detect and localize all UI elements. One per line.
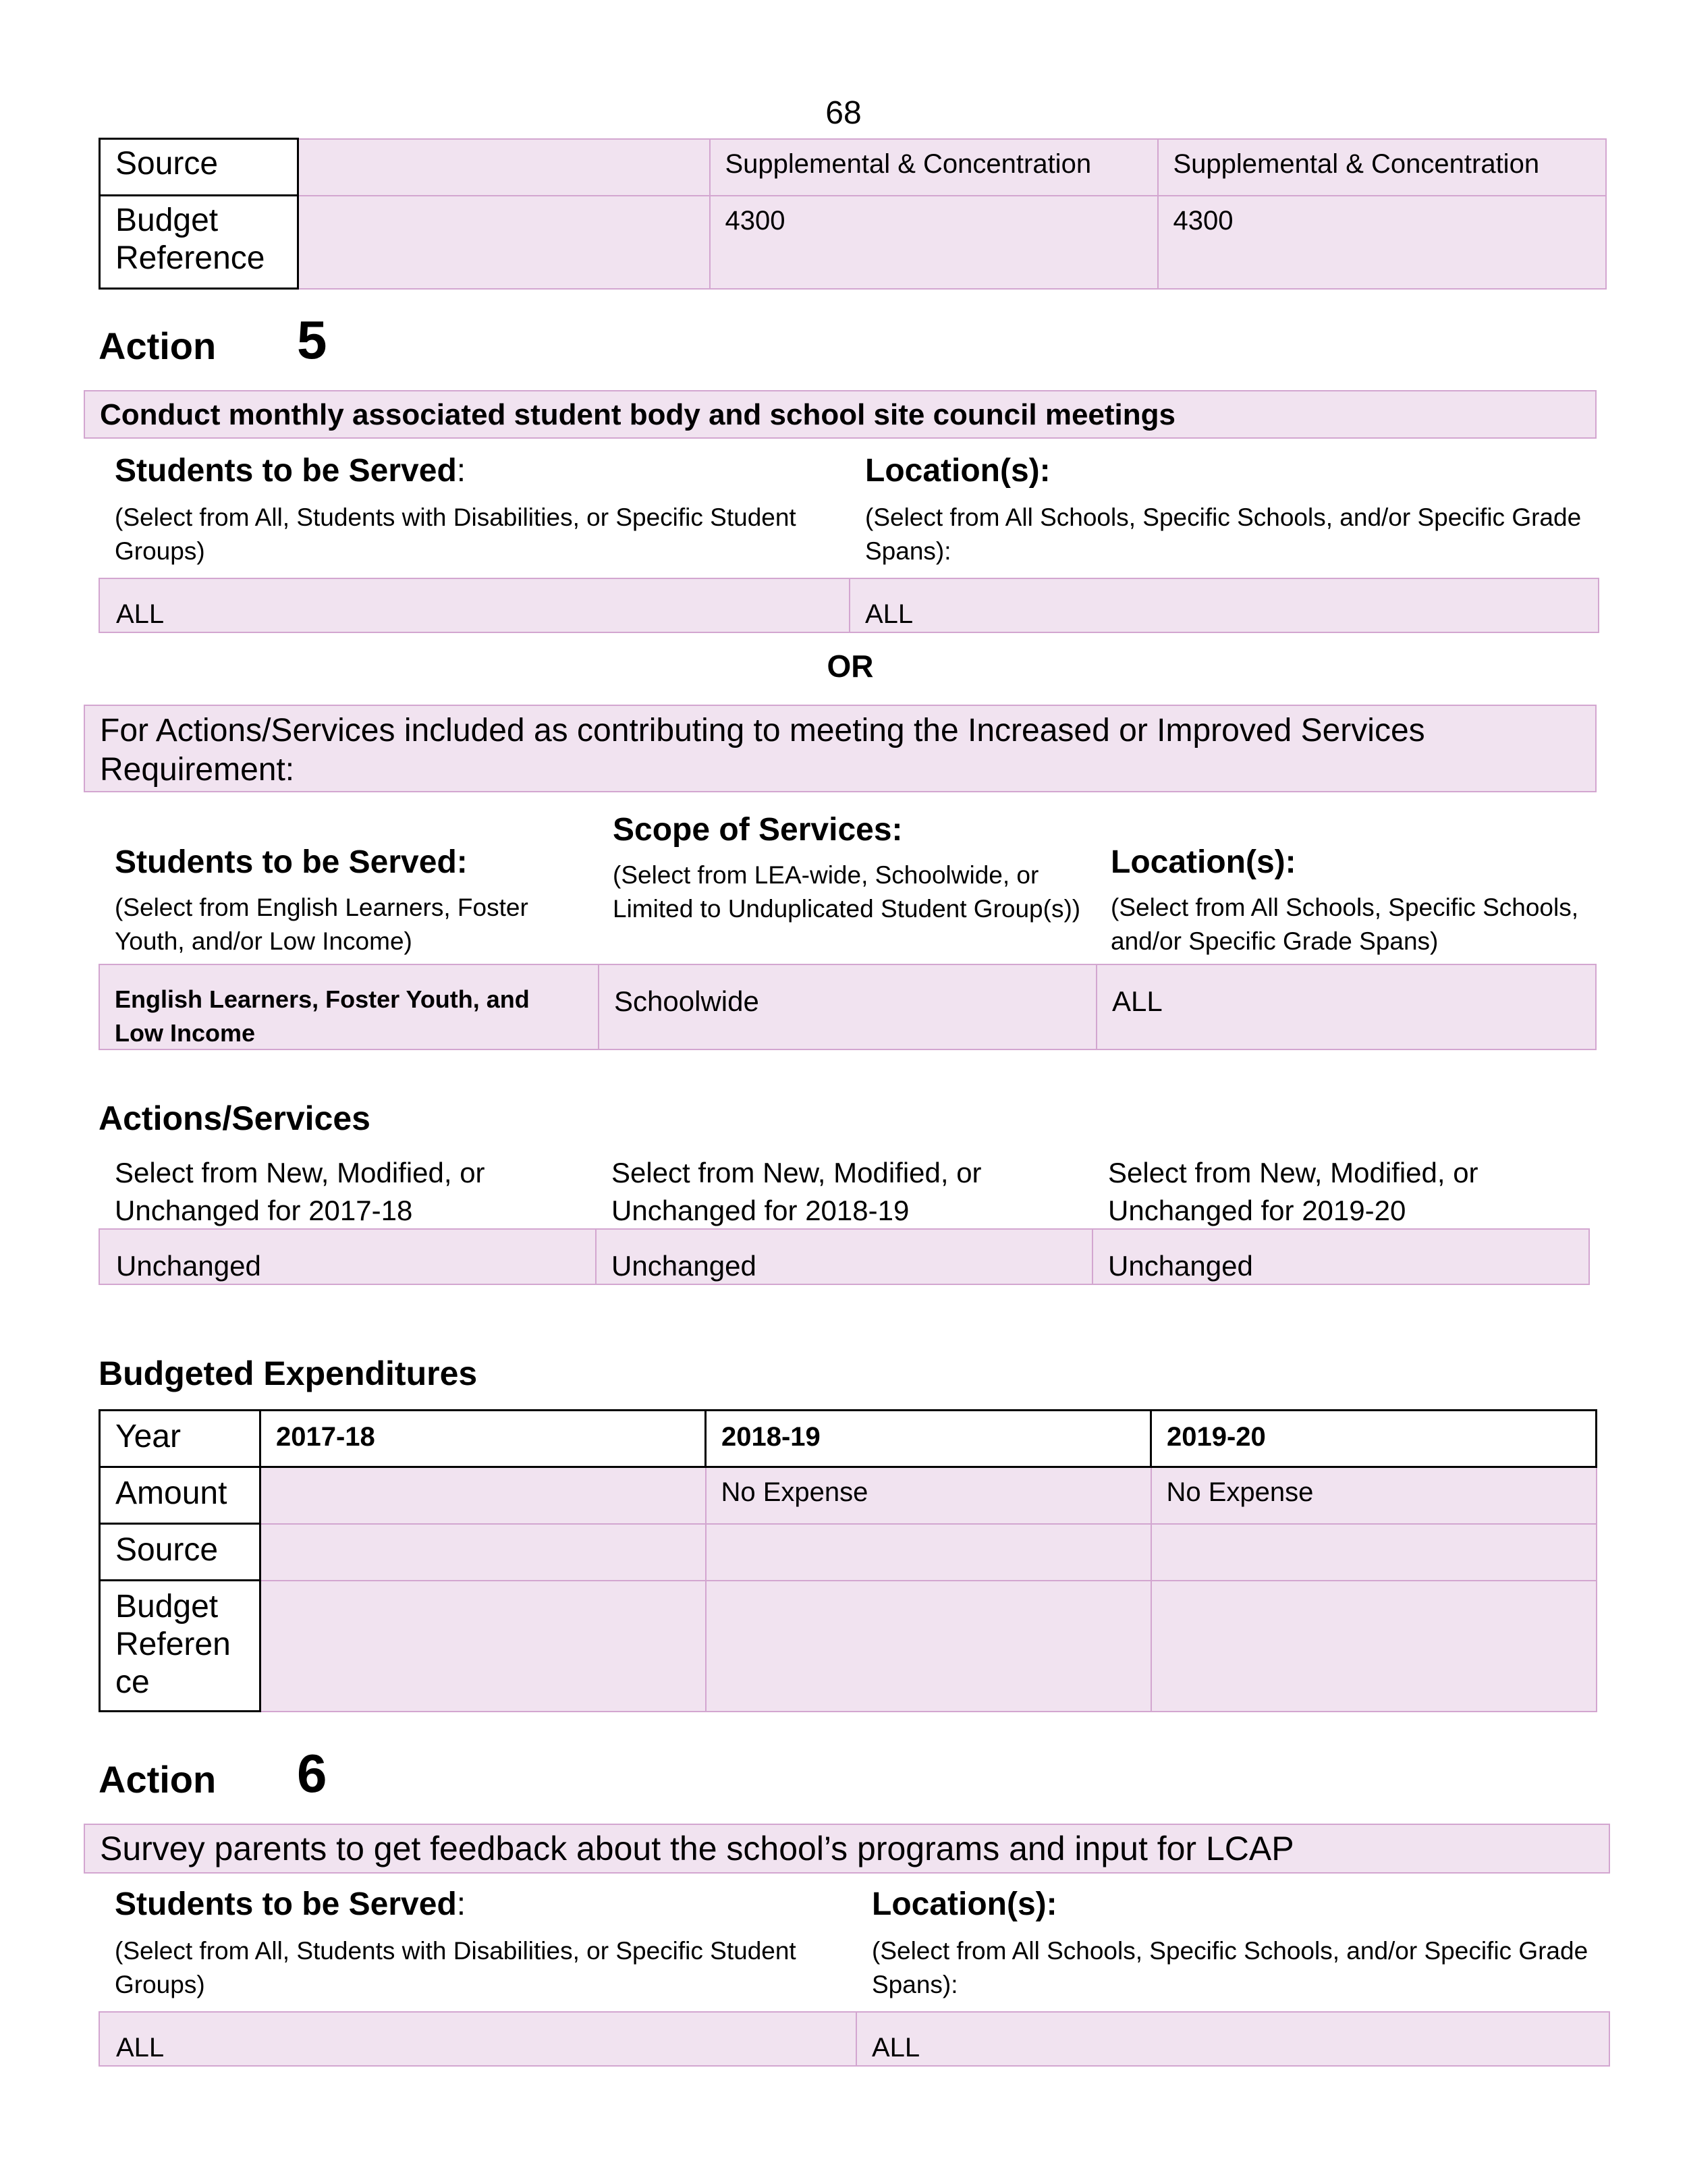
row-label: Source xyxy=(100,139,298,196)
table-row xyxy=(100,139,1606,196)
table-cell xyxy=(298,196,710,289)
scope-value: Schoolwide xyxy=(598,964,1097,1050)
table-row xyxy=(100,1411,1597,1467)
table-cell: 4300 xyxy=(710,196,1158,289)
table-cell xyxy=(260,1581,706,1712)
location-heading: Location(s): xyxy=(865,453,1051,489)
page-number: 68 xyxy=(825,95,862,131)
table-cell: Supplemental & Concentration xyxy=(710,139,1158,196)
iis-students-heading: Students to be Served: xyxy=(115,844,468,880)
row-label: Budget Reference xyxy=(100,196,298,289)
status-value-2017: Unchanged xyxy=(99,1228,597,1285)
table-cell: No Expense xyxy=(1151,1467,1597,1524)
action-label: Action xyxy=(99,325,217,367)
action-description: Conduct monthly associated student body and school site council meetings xyxy=(84,390,1597,439)
action-description: Survey parents to get feedback about the school’s programs and input for LCAP xyxy=(84,1824,1610,1874)
students-hint: (Select from All, Students with Disabilities, or Specific Student Groups) xyxy=(115,1937,796,1998)
location-hint: (Select from All Schools, Specific Schools, and/or Specific Grade Spans): xyxy=(872,1937,1588,1998)
table-cell xyxy=(1151,1581,1597,1712)
status-hint-2019: Select from New, Modified, or Unchanged for 2019-20 xyxy=(1108,1157,1478,1226)
top-budget-table xyxy=(99,138,1607,290)
table-cell xyxy=(706,1581,1151,1712)
students-heading-colon: : xyxy=(456,453,466,489)
students-value: ALL xyxy=(99,2011,857,2067)
scope-heading: Scope of Services: xyxy=(613,812,903,848)
scope-hint: (Select from LEA-wide, Schoolwide, or Limited to Unduplicated Student Group(s)) xyxy=(613,861,1081,923)
year-header: 2018-19 xyxy=(706,1411,1151,1467)
students-heading-text: Students to be Served xyxy=(115,1886,457,1922)
status-hint-2018: Select from New, Modified, or Unchanged for 2018-19 xyxy=(611,1157,982,1226)
table-row xyxy=(100,1467,1597,1524)
budget-heading: Budgeted Expenditures xyxy=(99,1355,478,1392)
actions-services-heading: Actions/Services xyxy=(99,1099,370,1137)
status-hint-2017: Select from New, Modified, or Unchanged for 2017-18 xyxy=(115,1157,485,1226)
action-number: 6 xyxy=(297,1743,327,1803)
table-cell xyxy=(706,1524,1151,1581)
students-heading-colon: : xyxy=(456,1886,466,1922)
students-heading xyxy=(115,452,466,489)
location-heading: Location(s): xyxy=(872,1886,1057,1922)
table-cell: Supplemental & Concentration xyxy=(1158,139,1606,196)
status-value-2019: Unchanged xyxy=(1092,1228,1590,1285)
table-cell: 4300 xyxy=(1158,196,1606,289)
location-value: ALL xyxy=(856,2011,1610,2067)
location-value: ALL xyxy=(849,578,1599,633)
action-label: Action xyxy=(99,1758,217,1801)
iis-location-value: ALL xyxy=(1096,964,1597,1050)
action-number: 5 xyxy=(297,310,327,370)
increased-services-note: For Actions/Services included as contributing to meeting the Increased or Improved Services Requirement: xyxy=(84,705,1597,792)
status-value-2018: Unchanged xyxy=(595,1228,1093,1285)
table-cell xyxy=(260,1467,706,1524)
table-row xyxy=(100,1581,1597,1712)
table-cell xyxy=(1151,1524,1597,1581)
table-row xyxy=(100,196,1606,289)
row-label: Budget Referen ce xyxy=(100,1581,260,1712)
year-header: 2017-18 xyxy=(260,1411,706,1467)
location-hint: (Select from All Schools, Specific Schools, and/or Specific Grade Spans): xyxy=(865,503,1582,565)
row-label: Source xyxy=(100,1524,260,1581)
budget-table xyxy=(99,1409,1597,1712)
iis-location-heading: Location(s): xyxy=(1111,844,1296,880)
students-heading xyxy=(115,1886,466,1923)
table-cell: No Expense xyxy=(706,1467,1151,1524)
students-value: ALL xyxy=(99,578,850,633)
or-label: OR xyxy=(827,649,874,684)
iis-students-value: English Learners, Foster Youth, and Low Income xyxy=(99,964,599,1050)
year-header: 2019-20 xyxy=(1151,1411,1597,1467)
year-label: Year xyxy=(100,1411,260,1467)
iis-students-hint: (Select from English Learners, Foster Youth, and/or Low Income) xyxy=(115,894,528,955)
table-cell xyxy=(260,1524,706,1581)
iis-location-hint: (Select from All Schools, Specific Schools, and/or Specific Grade Spans) xyxy=(1111,894,1579,955)
row-label: Amount xyxy=(100,1467,260,1524)
students-hint: (Select from All, Students with Disabilities, or Specific Student Groups) xyxy=(115,503,796,565)
students-heading-text: Students to be Served xyxy=(115,453,457,489)
table-cell xyxy=(298,139,710,196)
table-row xyxy=(100,1524,1597,1581)
